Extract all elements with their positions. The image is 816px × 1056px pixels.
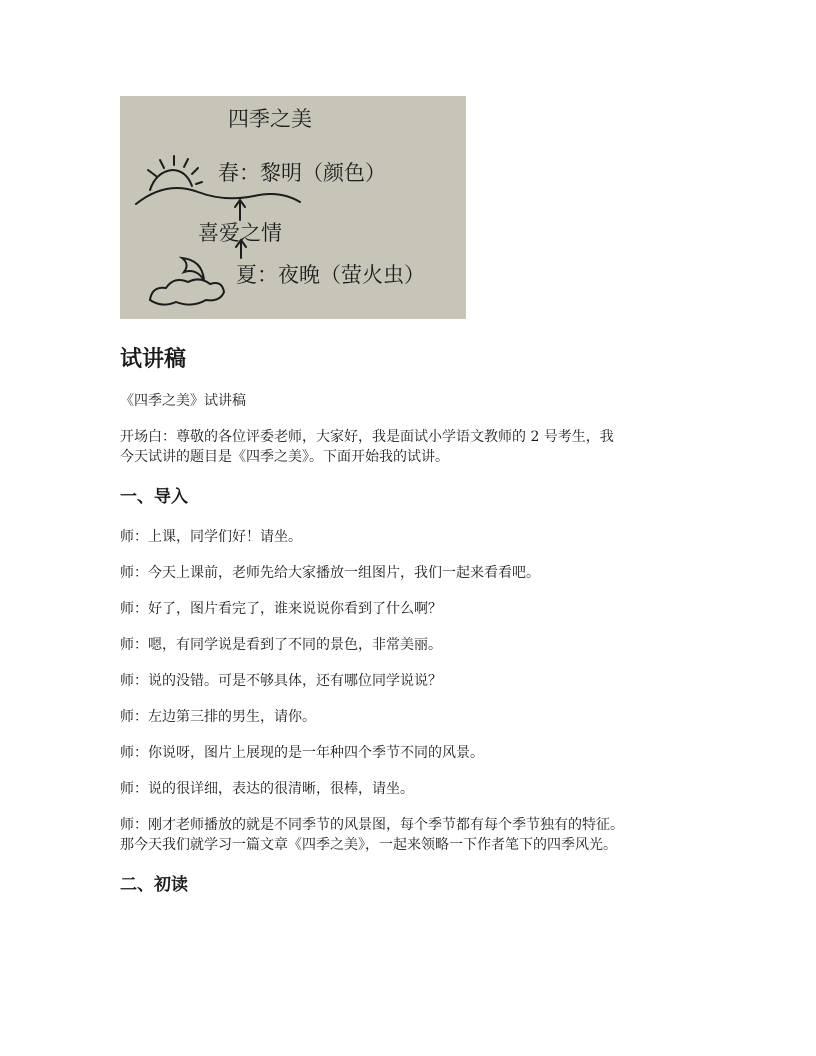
- dialogue-paragraph-line: 师：刚才老师播放的就是不同季节的风景图，每个季节都有每个季节独有的特征。: [120, 817, 624, 833]
- dialogue-paragraph: [120, 815, 696, 855]
- dialogue-line: 师：好了，图片看完了，谁来说说你看到了什么啊？: [120, 601, 442, 617]
- board-summer-line: 夏：夜晚（萤火虫）: [236, 263, 425, 287]
- intro-line: 今天试讲的题目是《四季之美》。下面开始我的试讲。: [120, 449, 449, 465]
- subtitle: 《四季之美》试讲稿: [120, 393, 246, 409]
- intro-line: 开场白：尊敬的各位评委老师，大家好，我是面试小学语文教师的 2 号考生，我: [120, 429, 614, 445]
- dialogue-line: 师：说的没错。可是不够具体，还有哪位同学说说？: [120, 673, 442, 689]
- intro-paragraph: [120, 427, 696, 467]
- dialogue-line: 师：今天上课前，老师先给大家播放一组图片，我们一起来看看吧。: [120, 565, 540, 581]
- page-title: 试讲稿: [120, 347, 187, 372]
- board-middle-line: 喜爱之情: [198, 221, 282, 245]
- dialogue-line: 师：上课，同学们好！请坐。: [120, 529, 302, 545]
- whiteboard-photo: [120, 96, 466, 319]
- document-page: [120, 96, 696, 897]
- dialogue-line: 师：嗯，有同学说是看到了不同的景色，非常美丽。: [120, 637, 442, 653]
- dialogue-paragraph-line: 那今天我们就学习一篇文章《四季之美》，一起来领略一下作者笔下的四季风光。: [120, 837, 617, 853]
- section-heading-first-reading: 二、初读: [120, 875, 188, 895]
- dialogue-line: 师：说的很详细，表达的很清晰，很棒，请坐。: [120, 781, 414, 797]
- dialogue-line: 师：左边第三排的男生，请你。: [120, 709, 316, 725]
- dialogue-line: 师：你说呀，图片上展现的是一年种四个季节不同的风景。: [120, 745, 484, 761]
- board-spring-line: 春：黎明（颜色）: [218, 161, 386, 185]
- section-heading-intro: 一、导入: [120, 487, 188, 507]
- board-title: 四季之美: [228, 107, 312, 131]
